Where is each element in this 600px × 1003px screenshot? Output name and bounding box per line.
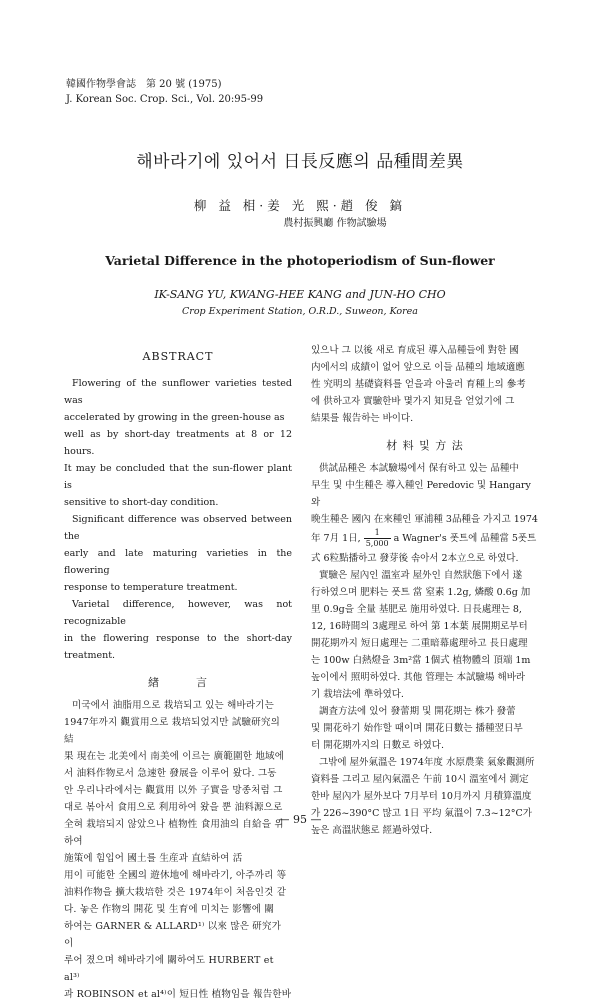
title-english: Varietal Difference in the photoperiodism of Sun-flower [105,253,495,268]
title-korean: 해바라기에 있어서 日長反應의 品種間差異 [136,152,464,172]
methods-body: 供試品種은 本試驗場에서 保有하고 있는 品種中 早生 및 中生種은 導入種인 Peredovic 및 Hangary와 晩生種은 國內 在來種인 軍浦種 3品種을 가지고 1974 年 7月 1日, $\frac{1}{5,000}$ a Wagner's 폿트에 品種當 5폿트 式 6粒點播하고 發芽後 솎아서 2本立으로 하였다. 實驗은 屋內인 溫室과 屋外인 自然狀態下에서 遂 行하였으며 肥料는 폿트 當 窒素 1.2g, 燐酸 0.6g 加 里 0.9g을 全量 基肥로 施用하였다. 日長處理는 8, 12, 16時間의 3處理로 하여 第 1本葉 展開期로부터 開花期까지 短日處理는 二重暗幕處理하고 長日處理 는 100w 白熱燈을 3m²當 1個式 植物體의 頂端 1m 높이에서 照明하였다. 其他 管理는 本試驗場 해바라 기 栽培法에 準하였다. 調査方法에 있어 發蕾期 및 開花期는 株가 發蕾 및 開花하기 始作할 때이며 開花日數는 播種翌日부 터 開花期까지의 日數로 하였다. 그밖에 屋外氣溫은 1974年度 水原農業 氣象觀測所 資料를 그리고 屋內氣溫은 午前 10시 溫室에서 測定 한바 屋內가 屋外보다 7月부터 10月까지 月積算溫度 가 226~390°C 많고 1日 平均 氣溫이 7.3~12°C가 높은 高溫狀態로 經過하였다. [311,463,538,836]
fraction-line: 年 7月 1日, $\frac{1}{5,000}$ a Wagner's 폿트에 品種當 5폿트 [311,528,537,548]
journal-name-ko: 韓國作物學會誌 第 20 號 (1975) [66,79,222,90]
abstract-para-3: Varietal difference, however, was not recognizable in the flowering response to the short-day treatment. [64,599,292,661]
journal-name-en: J. Korean Soc. Crop. Sci., Vol. 20:95-99 [66,94,264,105]
authors-korean: 柳 益 相·姜 光 熙·趙 俊 鎬 [193,198,407,213]
page-number: — 95 — [278,813,322,826]
journal-header [66,77,263,107]
methods-heading: 材 料 및 方 法 [386,439,464,452]
pot-size-fraction: $\frac{1}{5,000}$ [365,528,389,548]
abstract-para-2: Significant difference was observed between the early and late maturing varieties in the flowering response to temperature treatment. [64,514,292,593]
affiliation-english: Crop Experiment Station, O.R.D., Suweon, Korea [182,306,418,317]
left-column [64,348,292,1003]
intro-continuation: 있으나 그 以後 새로 育成된 導入品種들에 對한 國 内에서의 成績이 없어 앞으로 이들 品種의 地域適應 性 究明의 基礎資料를 얻을과 아울러 育種上의 參考 에 供하고자 實驗한바 몇가지 知見을 얻었기에 그 結果를 報告하는 바이다. [311,345,526,424]
affiliation-korean: 農村振興廳 作物試驗場 [283,218,387,229]
authors-english: IK-SANG YU, KWANG-HEE KANG and JUN-HO CHO [154,288,446,301]
intro-heading: 緖 言 [148,676,208,689]
intro-body: 미국에서 油脂用으로 栽培되고 있는 해바라기는 1947年까지 觀賞用으로 栽培되었지만 試驗研究의 結 果 現在는 北美에서 南美에 이르는 廣範圍한 地域에 서 油料作物로서 急速한 發展을 이루어 왔다. 그동 안 우리나라에서는 觀賞用 以外 子實을 망종처럼 그 대로 볶아서 食用으로 利用하여 왔을 뿐 油料源으로 全혀 栽培되지 않았으나 植物性 食用油의 自給을 위하여 施策에 힘입어 國土를 生産과 直結하여 活 用이 可能한 全國의 遊休地에 해바라기, 아주까리 等 油料作物을 擴大栽培한 것은 1974年이 처음인것 같 다. 놓은 作物의 開花 및 生育에 미치는 影響에 關 하여는 GARNER & ALLARD¹⁾ 以來 많은 研究가 이 루어 졌으며 해바라기에 關하여도 HURBERT et al³⁾ 과 ROBINSON et al⁴⁾이 短日性 植物임을 報告한바 [64,700,292,1000]
right-column [311,342,539,839]
abstract-para-1: Flowering of the sunflower varieties tested was accelerated by growing in the green-house as well as by short-day treatments at 8 or 12 hours. It may be concluded that the sun-flower plant is sensitive to short-day condition. [64,378,292,508]
abstract-heading: ABSTRACT [142,350,214,363]
